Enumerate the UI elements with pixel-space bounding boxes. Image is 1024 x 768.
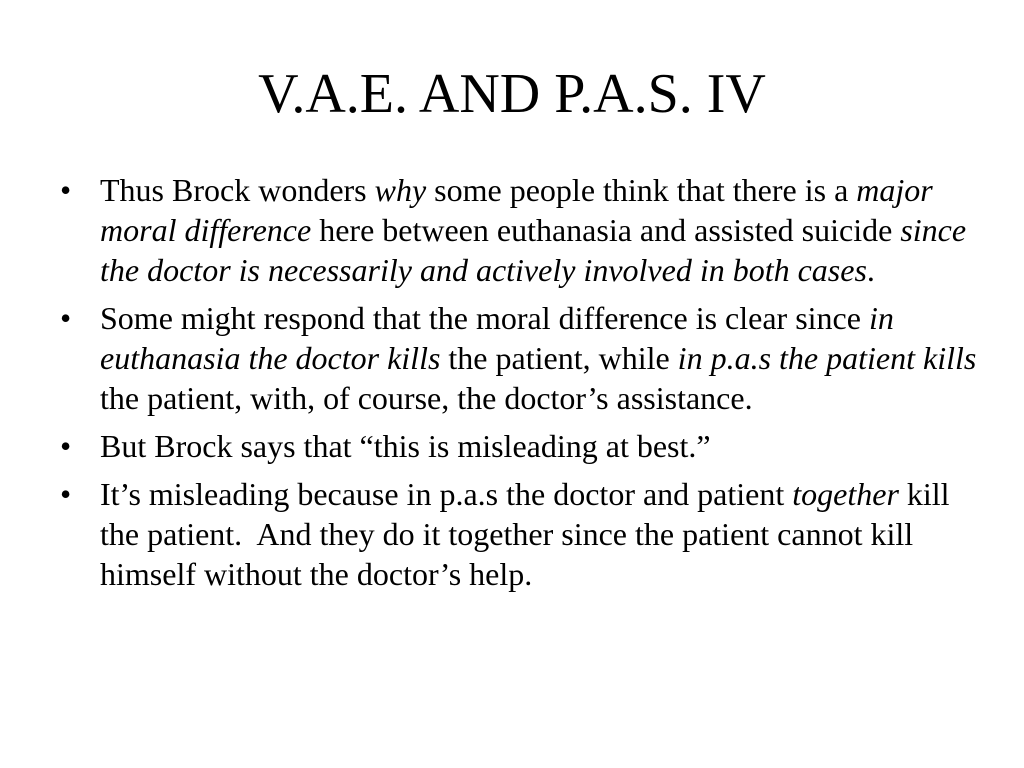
bullet-item <box>58 298 985 418</box>
emphasis-text: why <box>374 172 427 208</box>
bullet-text <box>100 476 958 592</box>
bullet-marker: • <box>60 428 72 464</box>
body-text: Thus Brock wonders <box>100 172 375 208</box>
body-text: the patient, while <box>440 340 678 376</box>
emphasis-text: in euthanasia the doctor kills <box>100 300 902 376</box>
bullet-list <box>58 170 985 602</box>
slide-title: V.A.E. AND P.A.S. IV <box>258 63 766 125</box>
bullet-text <box>100 300 984 416</box>
body-text: . <box>866 252 875 288</box>
body-text: some people think that there is a <box>426 172 857 208</box>
bullet-marker: • <box>60 476 72 512</box>
bullet-item <box>58 426 978 466</box>
body-text: It’s misleading because in p.a.s the doctor and patient <box>100 476 793 512</box>
emphasis-text: in p.a.s the patient kills <box>677 340 977 376</box>
body-text: But Brock says that “this is misleading at best.” <box>100 428 711 464</box>
emphasis-text: major moral difference <box>100 172 941 248</box>
bullet-item <box>58 170 978 290</box>
bullet-text <box>100 428 711 464</box>
body-text: the patient, with, of course, the doctor’s assistance. <box>100 340 985 416</box>
bullet-text <box>100 172 974 288</box>
bullet-marker: • <box>60 300 72 336</box>
emphasis-text: since the doctor is necessarily and actively involved in both cases <box>100 212 975 288</box>
body-text: kill the patient. And they do it together since the patient cannot kill himself without the doctor’s help. <box>100 476 958 592</box>
emphasis-text: together <box>792 476 899 512</box>
body-text: here between euthanasia and assisted suicide <box>311 212 901 248</box>
bullet-marker: • <box>60 172 72 208</box>
bullet-item <box>58 474 978 594</box>
body-text: Some might respond that the moral difference is clear since <box>100 300 869 336</box>
